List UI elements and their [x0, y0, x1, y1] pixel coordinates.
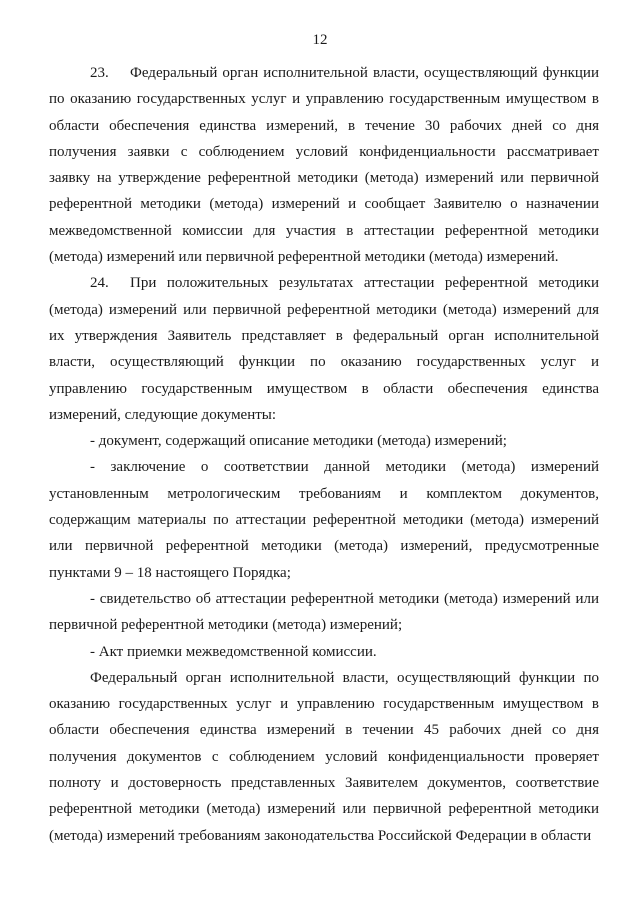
list-item: - документ, содержащий описание методики (метода) измерений; [90, 433, 507, 450]
paragraph-text: При положительных результатах аттестации референтной методики (метода) измерений или первичной референтной методики (метода) измерений для их утверждения Заявитель представляет в федеральный орган исполнительной власти, осуществляющий функции по оказанию государственных услуг и управлению государственным имуществом в области обеспечения единства измерений, следующие документы: [49, 275, 599, 423]
paragraph-number: 24. [90, 275, 109, 292]
paragraph-text: Федеральный орган исполнительной власти, осуществляющий функции по оказанию государственных услуг и управлению государственным имуществом в области обеспечения единства измерений, в течение 30 рабочих дней со дня получения заявки с соблюдением условий конфиденциальности рассматривает заявку на утверждение референтной методики (метода) измерений или первичной референтной методики (метода) измерений и сообщает Заявителю о назначении межведомственной комиссии для участия в аттестации референтной методики (метода) измерений или первичной референтной методики (метода) измерений. [49, 65, 599, 266]
document-body [49, 60, 599, 849]
paragraph-24 [49, 270, 599, 428]
list-item: - свидетельство об аттестации референтной методики (метода) измерений или первичной референтной методики (метода) измерений; [49, 590, 599, 634]
paragraph-23 [49, 60, 599, 270]
list-item: - Акт приемки межведомственной комиссии. [90, 643, 377, 660]
paragraph-number: 23. [90, 65, 109, 81]
page-number: 12 [312, 32, 328, 48]
closing-paragraph: Федеральный орган исполнительной власти, осуществляющий функции по оказанию государственных услуг и управлению государственным имуществом в области обеспечения единства измерений в течении 45 рабочих дней со дня получения документов с соблюдением условий конфиденциальности проверяет полноту и достоверность представленных Заявителем документов, соответствие референтной методики (метода) измерений или первичной референтной методики (метода) измерений требованиям законодательства Российской Федерации в области [49, 669, 599, 844]
list-item: - заключение о соответствии данной методики (метода) измерений установленным метрологическим требованиям и комплектом документов, содержащим материалы по аттестации референтной методики (метода) измерений или первичной референтной методики (метода) измерений, предусмотренные пунктами 9 – 18 настоящего Порядка; [49, 459, 599, 581]
